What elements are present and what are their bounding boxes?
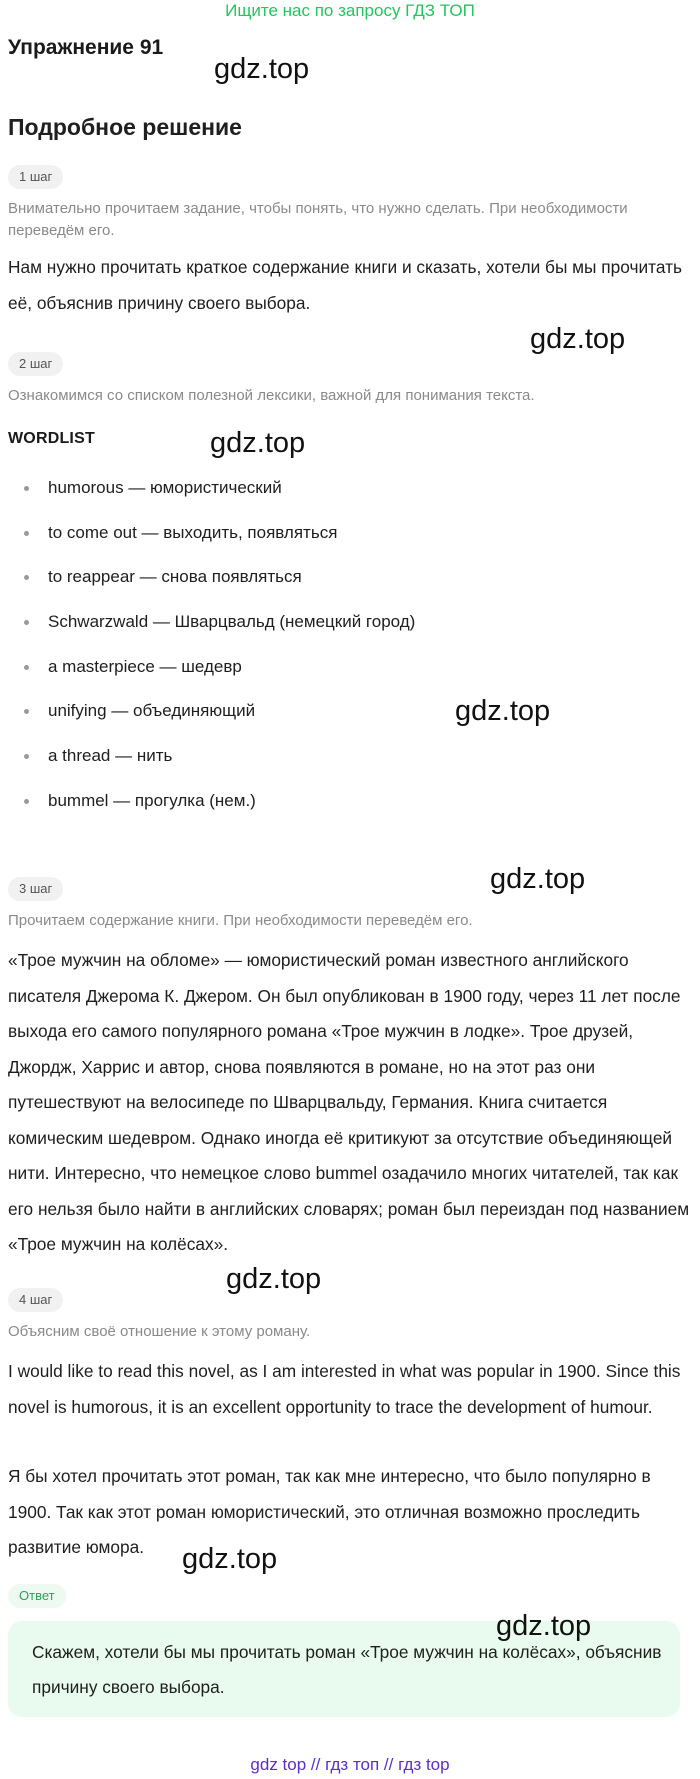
wordlist-item (0, 786, 700, 831)
wordlist-item (0, 652, 700, 697)
step-badge-label: 2 шаг (8, 352, 63, 376)
wordlist-item (0, 518, 700, 563)
step-4-text-en: I would like to read this novel, as I am interested in what was popular in 1900. Since this novel is humorous, it is an excellent opportunity to trace the development of humour. (8, 1361, 681, 1417)
wordlist-item-text: to come out — выходить, появляться (48, 522, 338, 542)
wordlist-item-text: bummel — прогулка (нем.) (48, 790, 256, 810)
bullet-dot-icon (24, 575, 29, 580)
bullet-dot-icon (24, 799, 29, 804)
wordlist-item (0, 741, 700, 786)
wordlist-item-text: humorous — юмористический (48, 478, 282, 497)
watermark: gdz.top (490, 863, 586, 895)
wordlist (0, 473, 700, 831)
step-1-text: Нам нужно прочитать краткое содержание книги и сказать, хотели бы мы прочитать её, объяснив причину своего выбора. (8, 257, 683, 313)
step-1-hint: Внимательно прочитаем задание, чтобы понять, что нужно сделать. При необходимости переведём его. (8, 200, 628, 239)
step-2-hint: Ознакомимся со списком полезной лексики, важной для понимания текста. (8, 387, 535, 404)
step-3-badge (8, 877, 63, 901)
wordlist-item (0, 696, 700, 741)
answer-badge-label: Ответ (8, 1584, 66, 1608)
step-3-text: «Трое мужчин на обломе» — юмористический роман известного английского писателя Джерома К. Джером. Он был опубликован в 1900 году, через 11 лет после выхода его самого популярного романа «Трое мужчин в лодке». Трое друзей, Джордж, Харрис и автор, снова появляются в романе, но на этот раз они путешествуют на велосипеде по Шварцвальду, Германия. Книга считается комическим шедевром. Однако иногда её критикуют за отсутствие объединяющей нити. Интересно, что немецкое слово bummel озадачило многих читателей, так как его нельзя было найти в английских словарях; роман был переиздан под названием «Трое мужчин на колёсах». (8, 950, 690, 1254)
step-3-hint: Прочитаем содержание книги. При необходимости переведём его. (8, 912, 473, 929)
step-badge-label: 4 шаг (8, 1288, 63, 1312)
watermark: gdz.top (182, 1543, 278, 1575)
step-badge-label: 3 шаг (8, 877, 63, 901)
wordlist-item-text: a thread — нить (48, 746, 173, 766)
section-title: Подробное решение (8, 114, 242, 140)
exercise-title: Упражнение 91 (8, 36, 164, 59)
answer-badge (8, 1584, 66, 1608)
wordlist-item (0, 607, 700, 652)
bullet-dot-icon (24, 486, 29, 491)
wordlist-item-text: unifying — объединяющий (48, 701, 256, 721)
footer-links[interactable]: gdz top // гдз топ // гдз top (250, 1755, 450, 1774)
wordlist-item-text: a masterpiece — шедевр (48, 656, 242, 676)
wordlist-item-text: Schwarzwald — Шварцвальд (немецкий город) (48, 612, 416, 632)
wordlist-item-text: to reappear — снова появляться (48, 567, 302, 587)
top-banner: Ищите нас по запросу ГДЗ ТОП (225, 1, 475, 20)
watermark: gdz.top (226, 1263, 322, 1295)
step-4-badge (8, 1288, 63, 1312)
wordlist-item (0, 562, 700, 607)
step-badge-label: 1 шаг (8, 165, 63, 189)
wordlist-item (0, 473, 700, 518)
bullet-dot-icon (24, 754, 29, 759)
watermark: gdz.top (496, 1610, 592, 1642)
step-1-badge (8, 165, 63, 189)
step-4-hint: Объясним своё отношение к этому роману. (8, 1323, 311, 1340)
bullet-dot-icon (24, 531, 29, 536)
watermark: gdz.top (210, 427, 306, 459)
answer-text: Скажем, хотели бы мы прочитать роман «Трое мужчин на колёсах», объяснив причину своего выбора. (32, 1642, 662, 1697)
step-2-badge (8, 352, 63, 376)
bullet-dot-icon (24, 709, 29, 714)
bullet-dot-icon (24, 620, 29, 625)
watermark: gdz.top (530, 323, 626, 355)
step-4-text-ru: Я бы хотел прочитать этот роман, так как мне интересно, что было популярно в 1900. Так как этот роман юмористический, это отличная возможно проследить развитие юмора. (8, 1466, 651, 1557)
bullet-dot-icon (24, 665, 29, 670)
wordlist-title: WORDLIST (8, 430, 95, 447)
watermark: gdz.top (455, 695, 551, 727)
watermark: gdz.top (214, 53, 310, 85)
